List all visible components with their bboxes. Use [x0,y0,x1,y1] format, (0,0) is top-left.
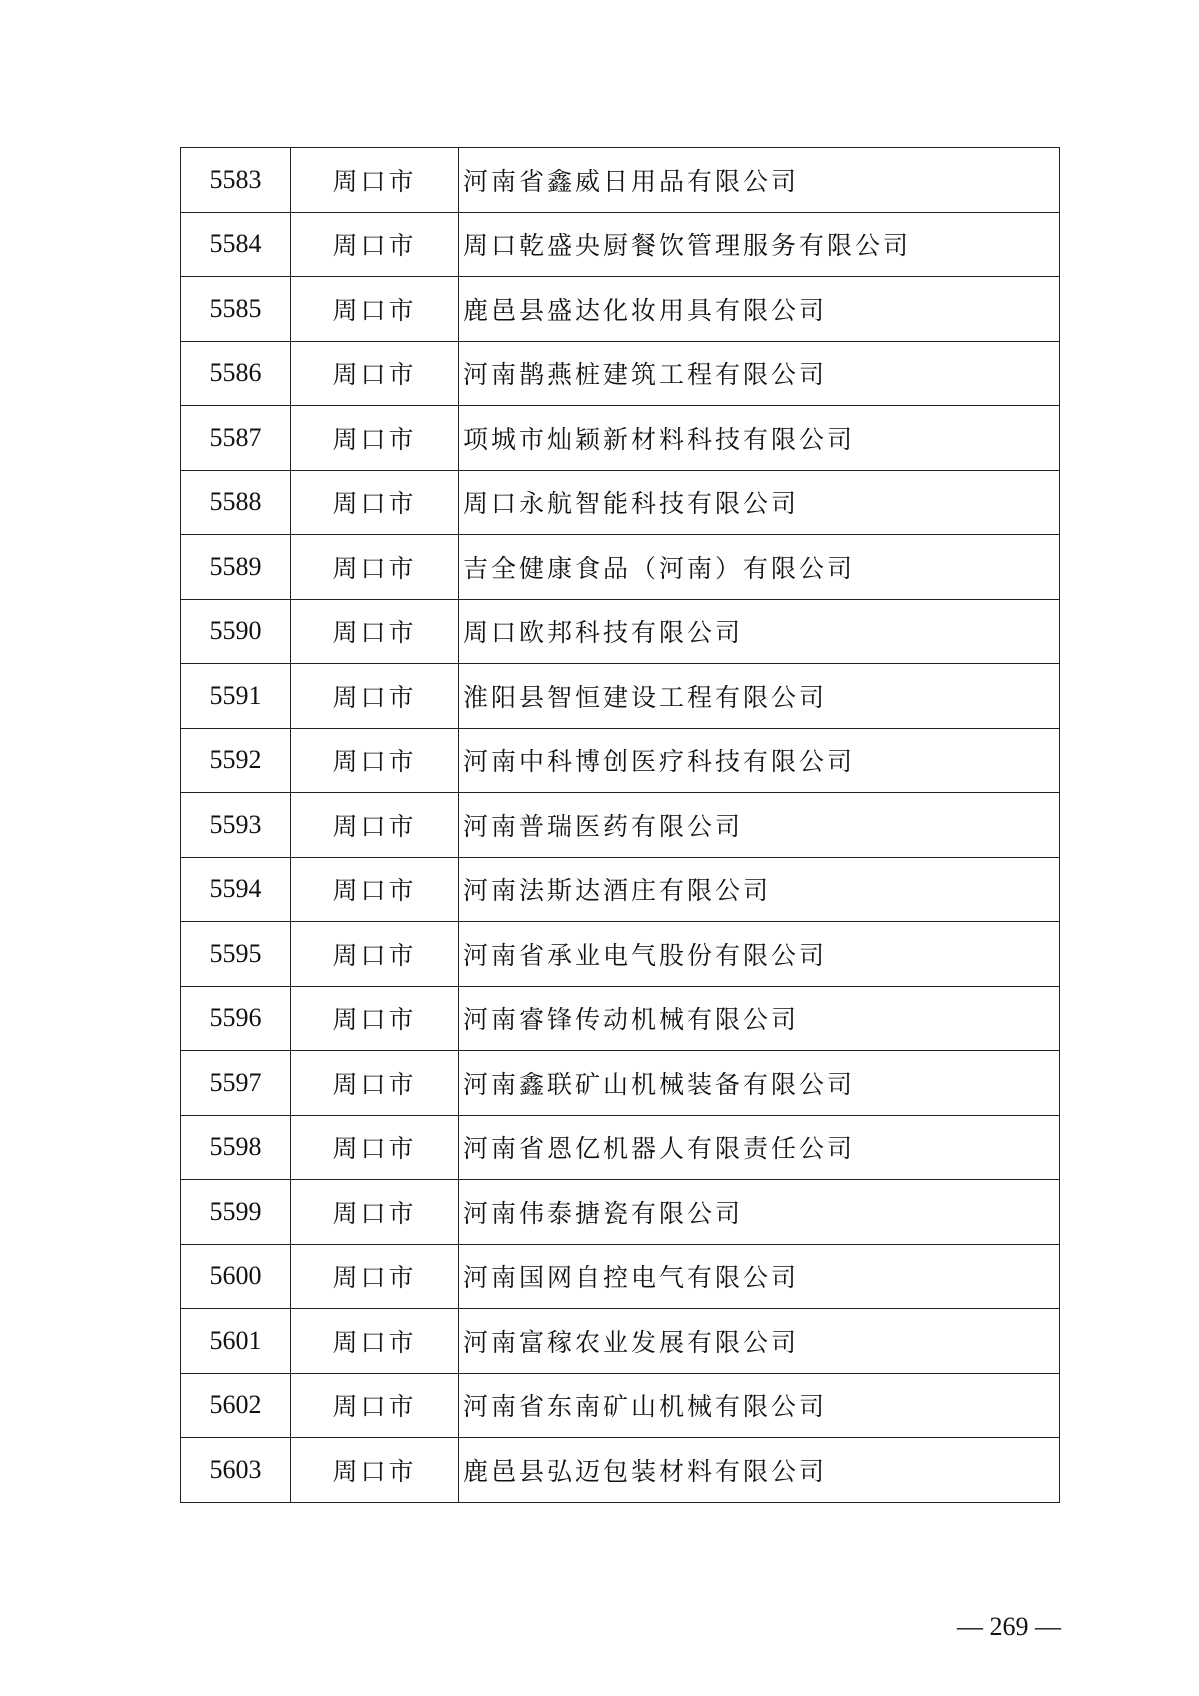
row-city: 周口市 [291,664,459,729]
table-row [181,1373,1060,1438]
row-city: 周口市 [291,1438,459,1503]
table-row [181,212,1060,277]
company-list-table [180,147,1060,1503]
table-row [181,535,1060,600]
row-city: 周口市 [291,986,459,1051]
table-row [181,857,1060,922]
row-company-name: 周口乾盛央厨餐饮管理服务有限公司 [459,212,1060,277]
row-city: 周口市 [291,470,459,535]
row-number: 5583 [181,148,291,213]
row-city: 周口市 [291,341,459,406]
row-company-name: 河南睿锋传动机械有限公司 [459,986,1060,1051]
row-number: 5589 [181,535,291,600]
row-company-name: 河南省承业电气股份有限公司 [459,922,1060,987]
row-city: 周口市 [291,1051,459,1116]
row-number: 5585 [181,277,291,342]
row-city: 周口市 [291,793,459,858]
row-number: 5597 [181,1051,291,1116]
table-row [181,1180,1060,1245]
row-number: 5601 [181,1309,291,1374]
row-number: 5591 [181,664,291,729]
table-row [181,1244,1060,1309]
table-row [181,922,1060,987]
table-row [181,341,1060,406]
row-number: 5603 [181,1438,291,1503]
row-number: 5588 [181,470,291,535]
table-row [181,1309,1060,1374]
row-company-name: 河南法斯达酒庄有限公司 [459,857,1060,922]
row-number: 5590 [181,599,291,664]
table-row [181,277,1060,342]
table-row [181,728,1060,793]
row-number: 5602 [181,1373,291,1438]
row-city: 周口市 [291,148,459,213]
row-company-name: 河南富稼农业发展有限公司 [459,1309,1060,1374]
row-number: 5600 [181,1244,291,1309]
row-company-name: 河南鹊燕桩建筑工程有限公司 [459,341,1060,406]
row-company-name: 河南省恩亿机器人有限责任公司 [459,1115,1060,1180]
table-row [181,664,1060,729]
row-city: 周口市 [291,1180,459,1245]
row-number: 5593 [181,793,291,858]
row-city: 周口市 [291,535,459,600]
row-number: 5592 [181,728,291,793]
row-company-name: 河南伟泰搪瓷有限公司 [459,1180,1060,1245]
table-row [181,986,1060,1051]
row-company-name: 河南省鑫威日用品有限公司 [459,148,1060,213]
row-city: 周口市 [291,1309,459,1374]
row-company-name: 周口永航智能科技有限公司 [459,470,1060,535]
row-city: 周口市 [291,922,459,987]
row-number: 5599 [181,1180,291,1245]
row-company-name: 鹿邑县弘迈包装材料有限公司 [459,1438,1060,1503]
row-city: 周口市 [291,1244,459,1309]
table-row [181,470,1060,535]
row-number: 5584 [181,212,291,277]
table-row [181,1115,1060,1180]
row-company-name: 项城市灿颖新材料科技有限公司 [459,406,1060,471]
row-company-name: 河南国网自控电气有限公司 [459,1244,1060,1309]
page-number: — 269 — [957,1612,1061,1641]
row-number: 5598 [181,1115,291,1180]
row-number: 5595 [181,922,291,987]
row-company-name: 河南中科博创医疗科技有限公司 [459,728,1060,793]
row-company-name: 周口欧邦科技有限公司 [459,599,1060,664]
table-row [181,793,1060,858]
row-company-name: 河南普瑞医药有限公司 [459,793,1060,858]
table-row [181,406,1060,471]
row-number: 5594 [181,857,291,922]
row-company-name: 鹿邑县盛达化妆用具有限公司 [459,277,1060,342]
table-row [181,1438,1060,1503]
row-city: 周口市 [291,212,459,277]
row-city: 周口市 [291,599,459,664]
row-city: 周口市 [291,1115,459,1180]
row-city: 周口市 [291,277,459,342]
row-city: 周口市 [291,728,459,793]
row-company-name: 河南鑫联矿山机械装备有限公司 [459,1051,1060,1116]
row-company-name: 河南省东南矿山机械有限公司 [459,1373,1060,1438]
row-city: 周口市 [291,406,459,471]
row-number: 5596 [181,986,291,1051]
table-row [181,1051,1060,1116]
table-row [181,599,1060,664]
table-row [181,148,1060,213]
row-company-name: 淮阳县智恒建设工程有限公司 [459,664,1060,729]
company-list-body [181,148,1060,1503]
row-company-name: 吉全健康食品（河南）有限公司 [459,535,1060,600]
row-city: 周口市 [291,857,459,922]
row-number: 5586 [181,341,291,406]
row-number: 5587 [181,406,291,471]
row-city: 周口市 [291,1373,459,1438]
